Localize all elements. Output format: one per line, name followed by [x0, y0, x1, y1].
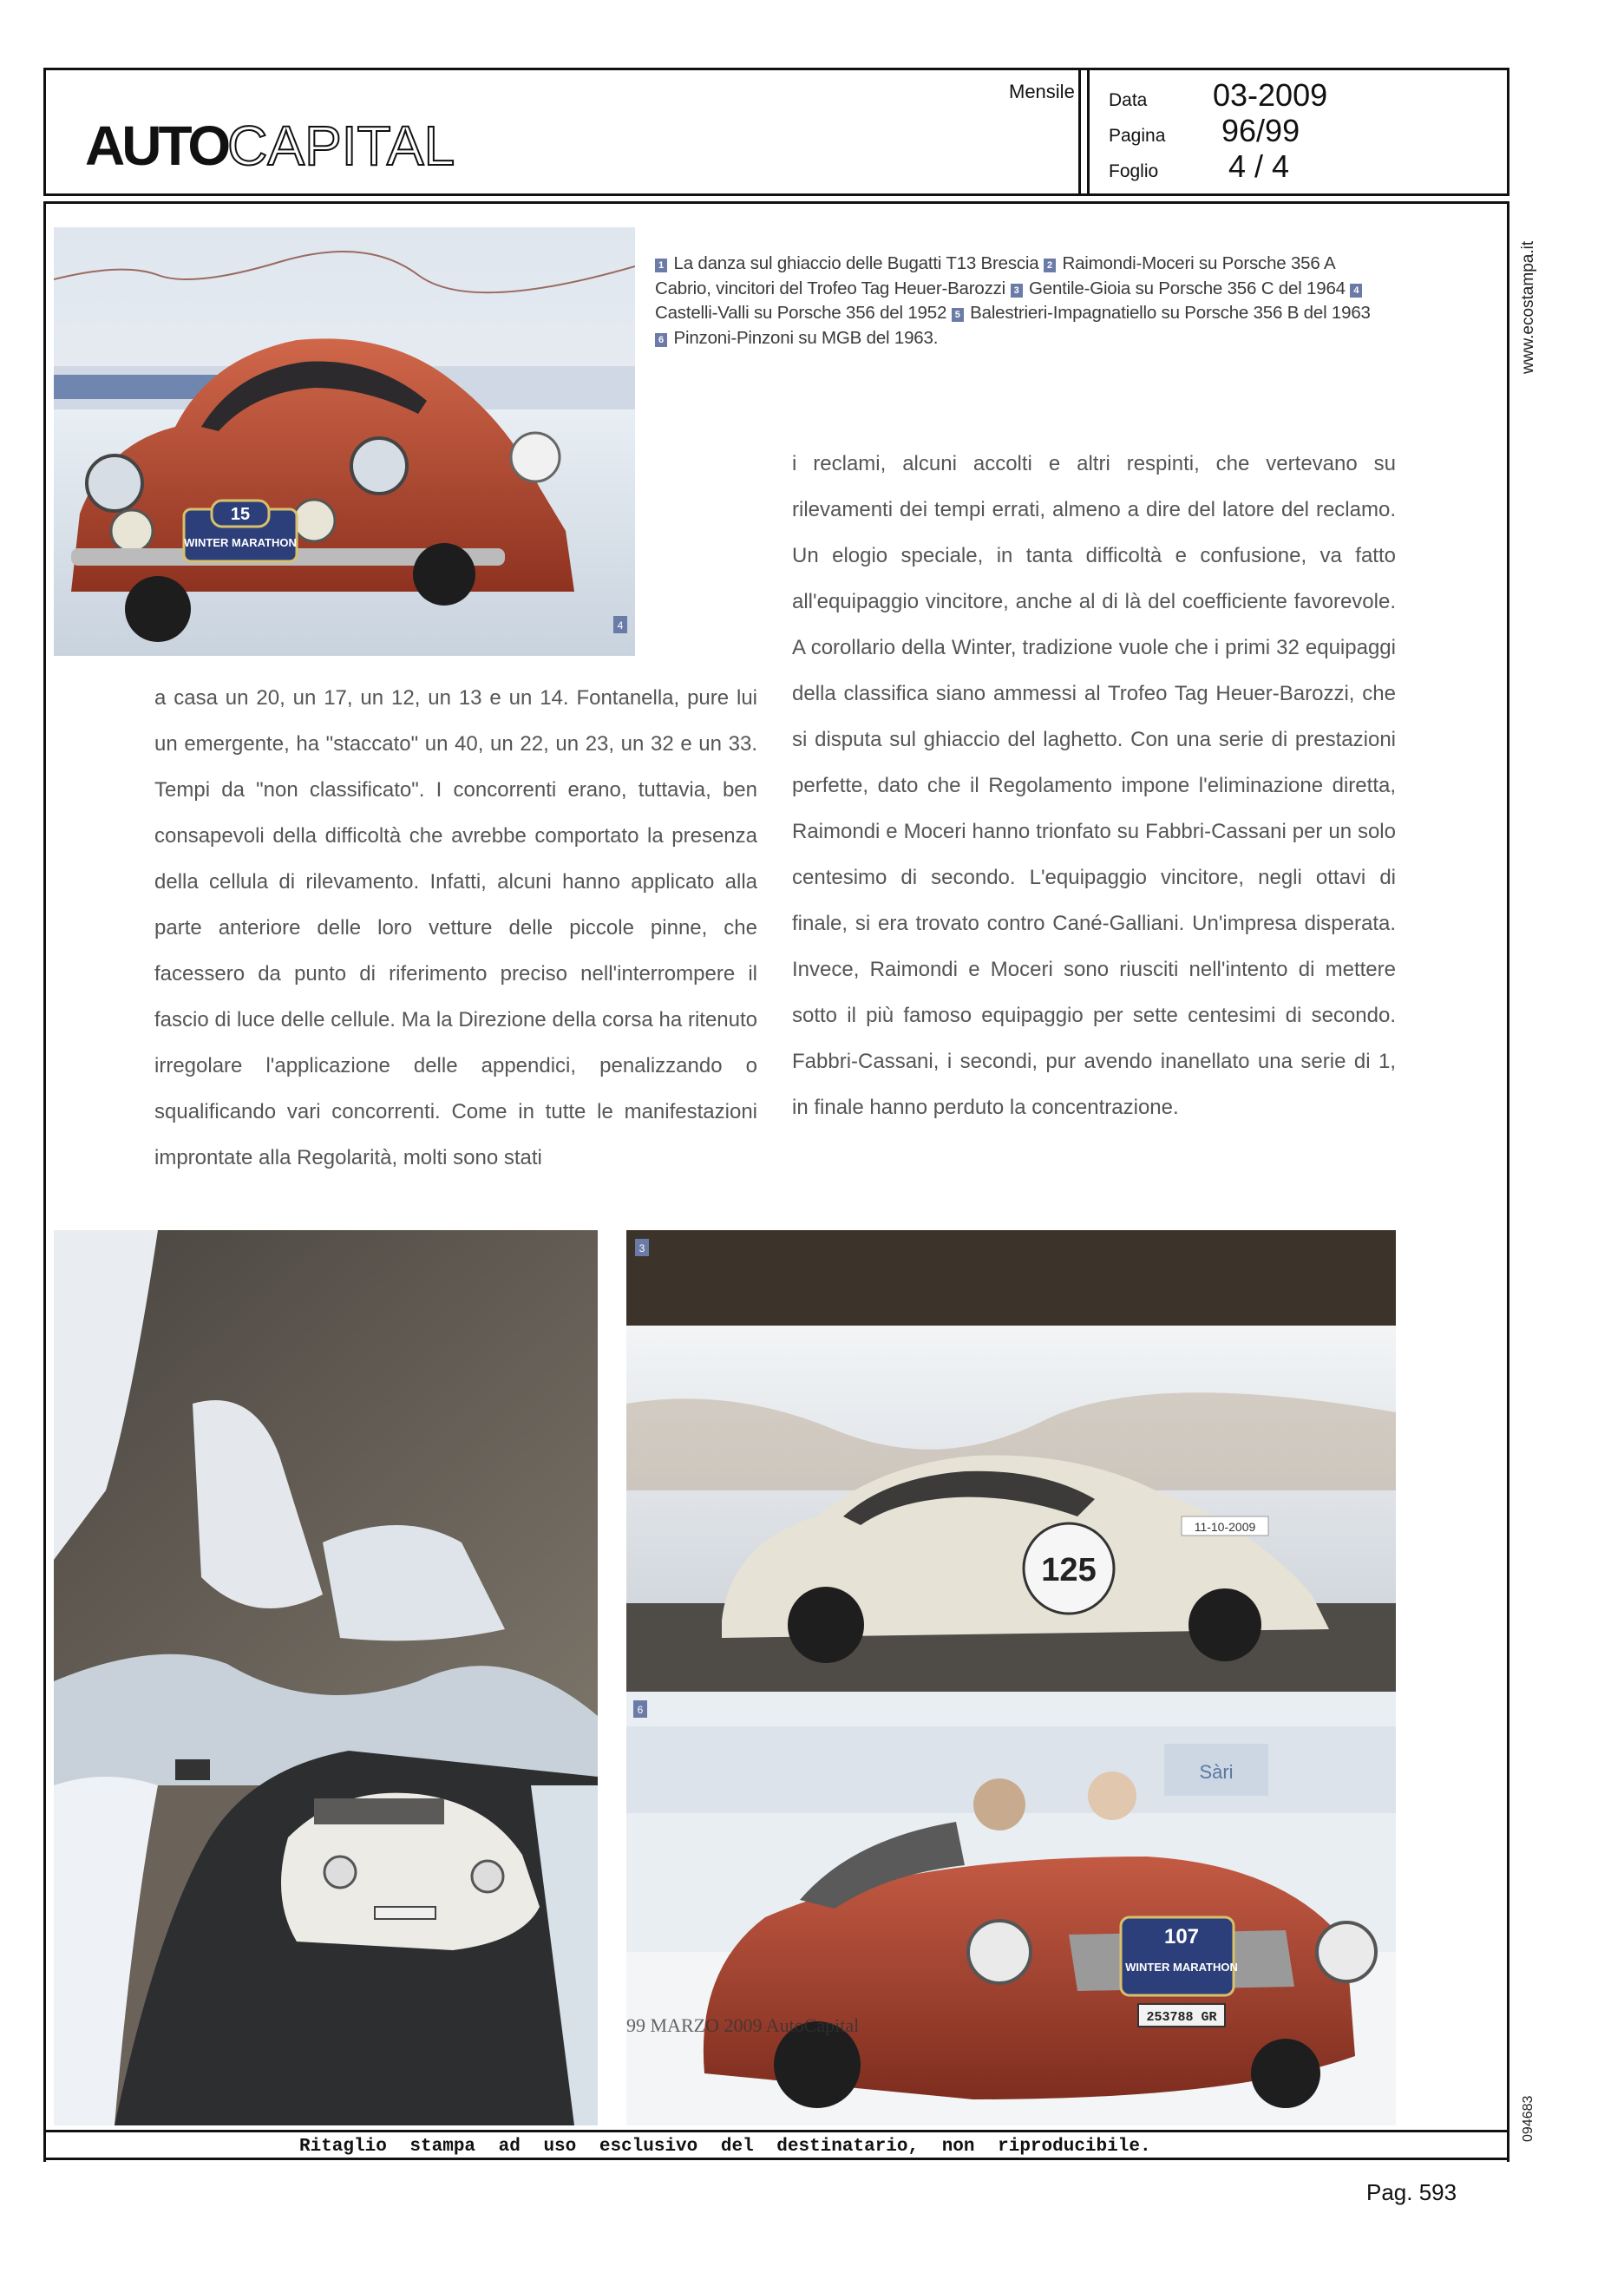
photo1-plate-number: 15: [230, 505, 251, 524]
issue-meta: [1109, 77, 1327, 184]
page-row: [1109, 113, 1327, 148]
photo-caption: [655, 252, 1375, 350]
photo6-plate-text: WINTER MARATHON: [1125, 1961, 1238, 1974]
page-number: Pag. 593: [1366, 2179, 1457, 2205]
date-row: [1109, 77, 1327, 113]
photo6-folio: 99 MARZO 2009 AutoCapital: [626, 2014, 860, 2036]
article-column-right: [792, 441, 1396, 1130]
caption-item: Raimondi-Moceri su Porsche 356 A Cabrio, vincitori del Trofeo Tag Heuer-Barozzi: [655, 253, 1335, 298]
photo3-sticker: 11-10-2009: [1194, 1520, 1256, 1534]
photo-red-mgb-107: [626, 1692, 1396, 2125]
caption-number: 1: [655, 259, 667, 272]
caption-item: Castelli-Valli su Porsche 356 del 1952: [655, 303, 947, 323]
page-value: 96/99: [1221, 113, 1300, 148]
photo-white-porsche-125: [626, 1230, 1396, 1692]
autocapital-logo: AUTOCAPITAL: [85, 115, 455, 177]
photo6-license: 253788 GR: [1146, 2010, 1217, 2025]
side-code: 094683: [1521, 2095, 1536, 2142]
article-text-left: a casa un 20, un 17, un 12, un 13 e un 14. Fontanella, pure lui un emergente, ha "staccato" un 40, un 22, un 23, un 32 e un 33. Tempi da "non classificato". I concorrenti erano, tuttavia, ben consapevoli della difficoltà che avrebbe comportato la presenza della cellula di rilevamento. Infatti, alcuni hanno applicato alla parte anteriore delle loro vetture delle piccole pinne, che facessero da punto di riferimento preciso nell'interrompere il fascio di luce delle cellule. Ma la Direzione della corsa ha ritenuto irregolare l'applicazione delle appendici, penalizzando o squalificando vari concorrenti. Come in tutte le manifestazioni improntate alla Regolarità, molti sono stati: [154, 686, 757, 1169]
article-column-left: [154, 675, 757, 1181]
masthead-box: [43, 68, 1509, 196]
caption-item: Pinzoni-Pinzoni su MGB del 1963.: [673, 327, 939, 348]
header-divider: [1087, 70, 1090, 193]
photo1-badge: 4: [617, 619, 624, 632]
caption-number: 6: [655, 333, 667, 347]
caption-number: 5: [952, 308, 964, 322]
date-label: Data: [1109, 90, 1148, 110]
photo6-badge: 6: [637, 1704, 644, 1716]
header-divider: [1078, 70, 1081, 193]
photo-white-porsche-mountain-road: [54, 1230, 598, 2125]
caption-number: 4: [1350, 284, 1362, 298]
caption-item: La danza sul ghiaccio delle Bugatti T13 Brescia: [673, 253, 1039, 273]
page-label: Pagina: [1109, 126, 1166, 146]
caption-item: Balestrieri-Impagnatiello su Porsche 356 B del 1963: [970, 303, 1371, 323]
caption-number: 3: [1011, 284, 1023, 298]
article-text-right: i reclami, alcuni accolti e altri respinti, che vertevano su rilevamenti dei tempi errati, almeno a dire del latore del reclamo. Un elogio speciale, in tanta difficoltà e confusione, va fatto all'equipaggio vincitore, anche al di là del coefficiente favorevole. A corollario della Winter, tradizione vuole che i primi 32 equipaggi della classifica siano ammessi al Trofeo Tag Heuer-Barozzi, che si disputa sul ghiaccio del laghetto. Con una serie di prestazioni perfette, dato che il Regolamento impone l'eliminazione diretta, Raimondi e Moceri hanno trionfato su Fabbri-Cassani per un solo centesimo di secondo. L'equipaggio vincitore, negli ottavi di finale, si era trovato contro Cané-Galliani. Un'impresa disperata. Invece, Raimondi e Moceri sono riusciti nell'intento di mettere sotto il più famoso equipaggio per sette centesimi di secondo. Fabbri-Cassani, i secondi, pur avendo inanellato una serie di 1, in finale hanno perduto la concentrazione.: [792, 452, 1396, 1119]
photo6-race-number: 107: [1163, 1925, 1200, 1948]
clipping-footer: [43, 2130, 1509, 2160]
side-url: www.ecostampa.it: [1519, 240, 1537, 374]
sheet-row: [1109, 148, 1327, 184]
date-value: 03-2009: [1213, 77, 1328, 113]
caption-item: Gentile-Gioia su Porsche 356 C del 1964: [1029, 278, 1346, 298]
photo-red-porsche-ice: [54, 227, 635, 656]
sheet-value: 4 / 4: [1228, 148, 1290, 184]
photo3-badge: 3: [638, 1242, 645, 1254]
photo1-plate-text: WINTER MARATHON: [184, 536, 297, 549]
frequency-label: Mensile: [1009, 81, 1075, 102]
photo6-banner: Sàri: [1199, 1761, 1234, 1783]
reproduction-notice: Ritaglio stampa ad uso esclusivo del destinatario, non riproducibile.: [299, 2137, 1151, 2157]
sheet-label: Foglio: [1109, 161, 1159, 181]
photo3-race-number: 125: [1041, 1552, 1097, 1588]
caption-number: 2: [1044, 259, 1056, 272]
